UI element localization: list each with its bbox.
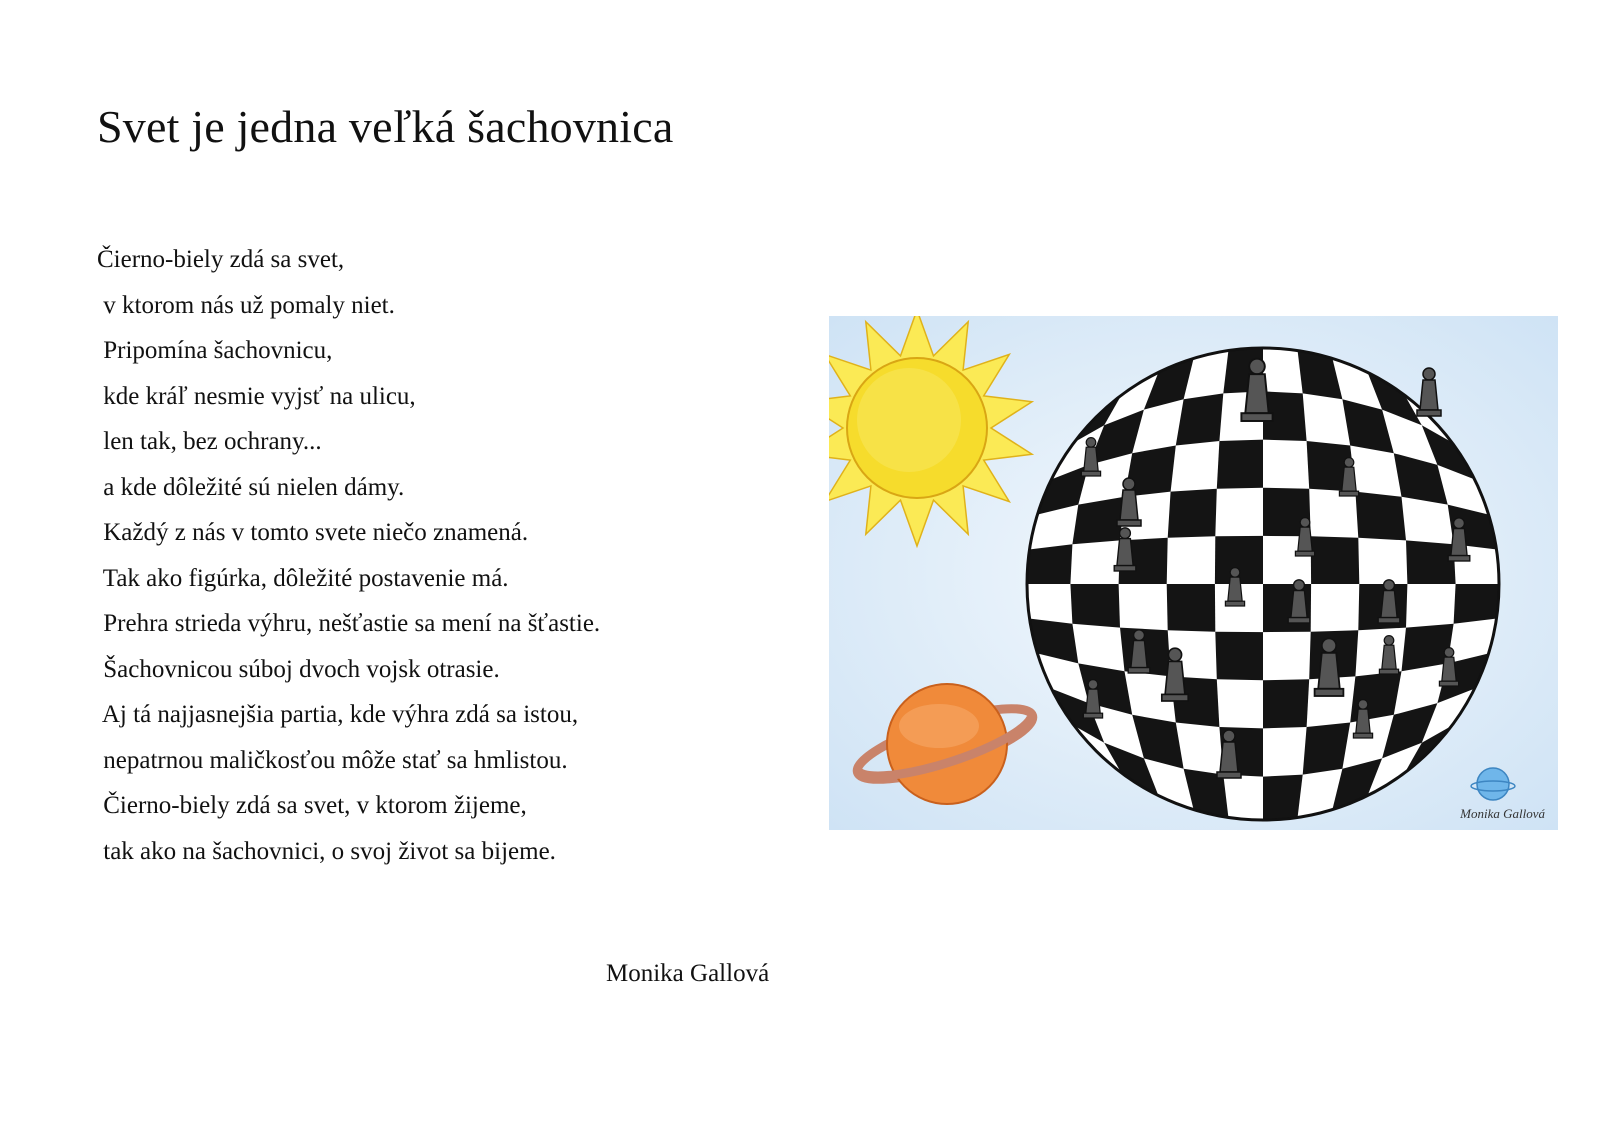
poem-line: a kde dôležité sú nielen dámy. [97,473,405,501]
poem-line: Pripomína šachovnicu, [97,337,333,364]
poem-line: kde kráľ nesmie vyjsť na ulicu, [97,382,416,410]
poem [97,244,600,881]
poem-line: tak ako na šachovnici, o svoj život sa bijeme. [97,837,556,865]
poem-line: nepatrnou maličkosťou môže stať sa hmlistou. [97,746,568,774]
board-square [1215,632,1263,681]
board-square [1311,536,1360,584]
poem-line: Prehra strieda výhru, nešťastie sa mení na šťastie. [97,610,601,637]
author-name: Monika Gallová [606,960,770,987]
poem-line: Tak ako figúrka, dôležité postavenie má. [97,564,509,592]
poem-line: Aj tá najjasnejšia partia, kde výhra zdá sa istou, [97,701,579,728]
poem-line: Čierno-biely zdá sa svet, [97,246,345,273]
poem-line: Každý z nás v tomto svete niečo znamená. [97,519,529,546]
poem-line: Šachovnicou súboj dvoch vojsk otrasie. [97,655,500,683]
board-square [1070,584,1120,628]
poem-line: v ktorom nás už pomaly niet. [97,291,395,319]
chess-world-illustration [829,316,1558,830]
board-square [1355,492,1406,541]
board-square [1167,584,1216,632]
board-square [1168,489,1217,538]
page-title: Svet je jedna veľká šachovnica [97,101,674,152]
board-square [1263,679,1309,728]
illustration-signature: Monika Gallová [1460,806,1545,821]
board-square [1217,440,1263,489]
poem-line: len tak, bez ochrany... [97,428,322,455]
poem-line: Čierno-biely zdá sa svet, v ktorom žijeme, [97,792,527,819]
board-square [1406,540,1456,584]
